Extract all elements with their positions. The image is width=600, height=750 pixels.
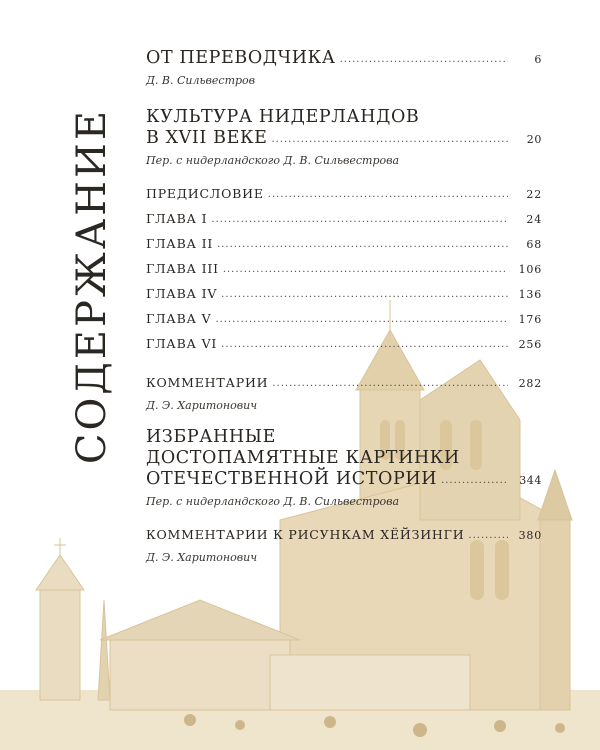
toc-author: Д. Э. Харитонович (146, 551, 258, 564)
toc-chapter-title: ГЛАВА VI (146, 336, 218, 351)
leader-dots (221, 333, 508, 356)
page-number: 22 (526, 188, 542, 201)
leader-dots (217, 233, 508, 256)
vertical-title (69, 56, 115, 516)
toc-entry-pictures[interactable] (146, 427, 542, 509)
toc-title: КОММЕНТАРИИ (146, 375, 269, 390)
chapter-list (146, 182, 542, 357)
leader-dots (221, 283, 508, 306)
leader-dots (268, 183, 508, 206)
leader-dots (340, 49, 508, 70)
page-number: 20 (526, 133, 542, 146)
leader-dots (272, 372, 508, 395)
toc-chapter-title: ПРЕДИСЛОВИЕ (146, 186, 264, 201)
page-number: 176 (518, 313, 542, 326)
page-number: 380 (518, 529, 542, 542)
toc-chapter[interactable] (146, 257, 542, 282)
page-number: 6 (534, 53, 542, 66)
leader-dots (211, 208, 508, 231)
toc-chapter-title: ГЛАВА IV (146, 286, 218, 301)
toc-title-line: ДОСТОПАМЯТНЫЕ КАРТИНКИ (146, 448, 460, 468)
toc-author: Пер. с нидерландского Д. В. Сильвестрова (146, 495, 400, 508)
page-number: 344 (519, 474, 542, 487)
page-number: 282 (518, 377, 542, 390)
leader-dots (215, 308, 508, 331)
page-number: 106 (518, 263, 542, 276)
toc-chapter-title: ГЛАВА III (146, 261, 219, 276)
leader-dots (441, 470, 508, 491)
toc-chapter-title: ГЛАВА I (146, 211, 208, 226)
toc-title-line: ИЗБРАННЫЕ (146, 427, 276, 447)
leader-dots (223, 258, 508, 281)
toc-title-line: В XVII ВЕКЕ (146, 128, 268, 148)
toc-author: Д. В. Сильвестров (146, 74, 256, 87)
toc-chapter[interactable] (146, 232, 542, 257)
page-number: 136 (518, 288, 542, 301)
toc-title-line: КУЛЬТУРА НИДЕРЛАНДОВ (146, 107, 420, 127)
toc-author: Пер. с нидерландского Д. В. Сильвестрова (146, 154, 400, 167)
toc-chapter-title: ГЛАВА V (146, 311, 212, 326)
page-number: 24 (526, 213, 542, 226)
toc-chapter[interactable] (146, 207, 542, 232)
toc-title: ОТ ПЕРЕВОДЧИКА (146, 48, 336, 68)
toc-author: Д. Э. Харитонович (146, 399, 258, 412)
toc-entry-drawings[interactable] (146, 523, 542, 565)
toc-chapter[interactable] (146, 307, 542, 332)
leader-dots (271, 129, 508, 150)
table-of-contents (146, 46, 542, 565)
page-number: 256 (518, 338, 542, 351)
toc-chapter[interactable] (146, 182, 542, 207)
toc-entry-culture[interactable] (146, 107, 542, 168)
page-number: 68 (526, 238, 542, 251)
toc-chapter[interactable] (146, 282, 542, 307)
toc-chapter-title: ГЛАВА II (146, 236, 214, 251)
toc-entry-comments[interactable] (146, 371, 542, 413)
toc-chapter[interactable] (146, 332, 542, 357)
contents-heading: СОДЕРЖАНИЕ (69, 107, 115, 465)
toc-title: КОММЕНТАРИИ К РИСУНКАМ ХЁЙЗИНГИ (146, 527, 465, 542)
toc-title-line: ОТЕЧЕСТВЕННОЙ ИСТОРИИ (146, 469, 438, 489)
toc-entry-translator[interactable] (146, 48, 542, 88)
leader-dots (468, 524, 508, 547)
